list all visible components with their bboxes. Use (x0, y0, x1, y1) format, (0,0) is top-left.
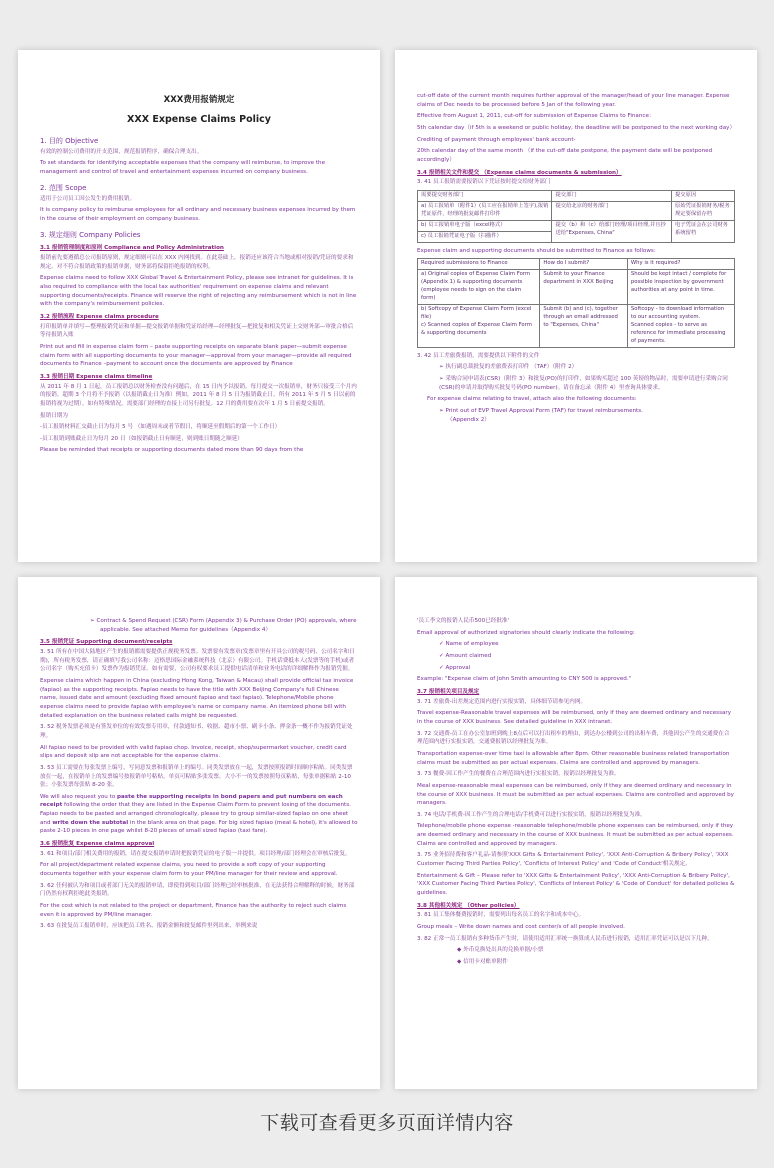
subheading-3-7: 3.7 报销相关项目及规定 (417, 688, 480, 695)
para-3-72-en: Transportation expense-over time taxi is allowable after 8pm. Other reasonable business related transportation claims must be submitted as per actual expenses. Claims are controlled and approved by managers. (417, 750, 730, 766)
bullet-taf: ➢ 执行副总裁批复的差旅费表打印件 （TAF）（附件 2） (439, 364, 578, 371)
table-row (418, 220, 735, 231)
para-3-53-cn: 3. 53 员工需要在每张发票上编号，写同意发票和报销单上的编号。同类发票放在一起，发票按照报销时间顺序粘贴。同类发票放在一起，在报销单上的发票编号按报销单号粘贴，单页可粘贴多张发票。大小不一的发票按照每页粘贴，每张单据粘贴 2-10 张；小张发票每张贴 8-20 张。 (40, 764, 353, 789)
p4-top-cn: '员工李文的报销人民币500已经批准' (417, 618, 510, 624)
p2-intro-l3: 5th calendar day（if 5th is a weekend or public holiday, the deadline will be postponed to the next working day） (417, 124, 736, 131)
p4-top-en: Email approval of authorized signatories should clearly indicate the following: (417, 629, 635, 636)
p2-intro-l5: 20th calendar day of the same month （if the cut-off date postpone, the payment date will be postponed accordingly） (417, 148, 713, 163)
objective-cn: 有效的控制公司费用的开支范围，规范报销程序，确保合理支出。 (40, 148, 203, 155)
para-3-51-cn: 3. 51 所有在中国大陆地区产生的报销都需要提供正规税务发票。发票要有发票章(发票章里有开具公司的税号码、公司名字和日期)，所有税务发票，请正确填写我公司名称：迈格思国际金融系统科技（北京）有限公司。手机话费抵本人(发票等的手机)或者公司名字（购买充值卡）发票作为报销凭证。如有需要，公司有权要求员工提供电话清单和业务电话的详细解释作为报销凭据。 (40, 648, 355, 673)
para-3-62-en: For the cost which is not related to the project or department, Finance has the authority to reject such claims even it is approved by PM/line manager. (40, 903, 347, 918)
para-3-75-en: Entertainment & Gift – Please refer to 'XXX Gifts & Entertainment Policy', 'XXX Anti-Corruption & Bribery Policy', 'XXX Customer Facing Third Parties Policy', 'Conflicts of Interest Policy' & 'Code of Conduct' for detailed policies & guidelines. (417, 872, 735, 897)
text-run: in the blank area on that page. For big sized fapiao (meal & hotel), it's allowed to paste 2-10 pieces in one page whilst 8-20 pieces of small sized fapiao (taxi fare). (40, 819, 358, 835)
document-page-1 (18, 50, 380, 562)
list-item (439, 652, 735, 661)
list-item (457, 958, 735, 967)
table-cell: c) 员工报销凭证电子版（扫描件） (418, 231, 552, 242)
document-page-2 (395, 50, 757, 562)
table-cell: 提交（b）和（c）给部门经理/项目经理,并且抄送给"Expenses, China" (552, 220, 672, 242)
check-list (417, 640, 735, 672)
table-cell: 原始凭证报销财务/税务规定要保留存档 (671, 201, 734, 220)
download-more-caption: 下载可查看更多页面详情内容 (260, 1112, 514, 1134)
objective-en: To set standards for identifying acceptable expenses that the company will reimburse, to improve the management and control of travel and entertainment expenses incurred on company business. (40, 160, 326, 176)
table-cell: b) Softcopy of Expense Claim Form (excel file) c) Scanned copies of Expense Claim Form & supporting documents (418, 304, 540, 347)
submission-table-en (417, 258, 735, 347)
para-3-1-cn: 报销前先要遵循总公司报销原则，规定细则可以在 XXX 内网找到。在此基础上，报销还应该符合当地或相对报销/凭证的要求和规定。对不符合报销政策的报销单据，财务部将保留拒绝报销的权利。 (40, 255, 354, 270)
table-cell: b) 员工报销单电子版（excel格式） (418, 220, 552, 231)
section-heading-scope: 2. 范围 Scope (40, 183, 87, 192)
list-item-text: 信用卡对账单附件 (463, 959, 508, 965)
list-item-text: Name of employee (445, 641, 499, 648)
p2-intro: cut-off date of the current month requires further approval of the manager/head of your line manager. Expense claims of Dec needs to be processed before 5 Jan of the following year. (417, 93, 730, 108)
scope-en: It is company policy to reimburse employees for all ordinary and necessary business expenses incurred by them in the course of their employment on company business. (40, 207, 356, 222)
bullet-evp: ➢ Print out of EVP Travel Approval Form (TAF) for travel reimbursements. （Appendix 2） (439, 407, 643, 423)
list-item-text: Amount claimed (445, 652, 492, 659)
text-run-bold: paste the supporting receipts in bond papers and put numbers on each receipt (40, 793, 343, 809)
para-3-2-cn: 打印报销单并填写—整理报销凭证和单据—提交报销单据和凭证给经理—经理批复—把批复和相关凭证上交财务部—审批合格后等待报销入账 (40, 323, 354, 339)
table-cell: Softcopy - to download information to our accounting system. Scanned copies - to serve as reference for immediate processing of payments. (627, 304, 734, 347)
para-3-73-en: Meal expense-reasonable meal expenses can be reimbursed, only if they are deemed ordinary and necessary in the course of XXX business. It must be submitted as per actual expenses. Claims are controlled and approved by managers. (417, 782, 734, 807)
para-3-74-cn: 3. 74 电话/手机费-因工作产生的合理电话/手机费可以进行实报实销，报销以经理批复为准。 (417, 811, 646, 818)
para-3-52-en: All fapiao need to be provided with valid fapiao chop. Invoice, receipt, shop/supermarket voucher, credit card slips and deposit slip are not acceptable for the expense claims. (40, 744, 347, 760)
table-cell: Submit (b) and (c), together through an email addressed to "Expenses, China" (540, 304, 628, 347)
para-3-41: 3. 41 员工报销需要报销以下凭证按时提交给财务部门 (417, 179, 551, 186)
subheading-3-2: 3.2 报销流程 Expense claims procedure (40, 313, 159, 320)
table-header: 提交部门 (552, 190, 672, 201)
table-header: Required submissions to Finance (418, 259, 540, 270)
diamond-icon: ◆ (457, 959, 462, 965)
table-cell: a) 员工报销单（附件1）(员工应在报销单上签字),报销凭证原件，经理的批复邮件打印件 (418, 201, 552, 220)
table-cell: a) Original copies of Expense Claim Form (Appendix 1) & supporting documents (employee needs to sign on the claim form) (418, 270, 540, 305)
bullet-text: Print out of EVP Travel Approval Form (TAF) for travel reimbursements. (445, 407, 643, 414)
list-item-text: Approval (445, 664, 471, 671)
para-3-63-cn: 3. 63 在批复员工报销单时，应该把员工姓名、报销金额和批复邮件里列出来，举例来说 (40, 923, 258, 930)
diamond-icon: ◆ (457, 947, 462, 954)
table-caption-en: Expense claim and supporting documents should be submitted to Finance as follows: (417, 247, 656, 254)
section-heading-policies: 3. 规定细则 Company Policies (40, 230, 141, 239)
para-3-75-cn: 3. 75 业务招待费和客户礼品-请参照'XXX Gifts & Entertainment Policy', 'XXX Anti-Corruption & Bribery Policy', 'XXX Customer Facing Third Parties Policy', 'Conflicts of Interest Policy' and 'Code of Conduct'相关规定。 (417, 852, 729, 868)
subheading-3-4: 3.4 报销相关文件和提交 （Expense claims documents & submission） (417, 169, 622, 176)
text-run: following the order that they are listed in the Expense Claim Form to prevent losing of the documents. Fapiao needs to be pasted and arranged chronologically, please try to group similar-sized fapiao on one sheet and (40, 802, 351, 826)
para-3-52-cn: 3. 52 税务发票必须是有签发单位的有效发票专用章，付款通知书、收据、超市小票、刷卡小条、押金条一概不作为报销凭证处理。 (40, 724, 353, 739)
table-header: 需要提交财务部门 (418, 190, 552, 201)
submission-table-cn (417, 190, 735, 243)
check-icon: ✓ (439, 652, 444, 659)
subheading-3-1: 3.1 报销管理制度和原则 Compliance and Policy Administration (40, 245, 224, 252)
para-3-61-cn: 3. 61 和项目/部门相关费用的报销，请在提交报销申请时把报销凭证的电子版一并提供。项目经理/部门经理会在审核后批复。 (40, 850, 351, 857)
subheading-3-8: 3.8 其他相关规定 （Other policies） (417, 902, 520, 909)
subheading-3-3: 3.3 报销日期 Expense claims timeline (40, 373, 153, 380)
diamond-list (417, 946, 735, 966)
list-item (457, 946, 735, 955)
bullet-text: 采购合同申请表(CSR)（附件 3）和批复(PO)的打印件，如果购买超过 100 英镑的物品时，需要申请进行采购合同(CSR)的申请并取得购买批复号码(PO number)。请在备忘录（附件 4）里查询具体要求。 (439, 375, 728, 391)
document-page-3 (18, 577, 380, 1089)
para-3-72-cn: 3. 72 交通费-员工在办公室加班到晚上8点后可以打出租车的理由，到达办公楼到公司的出租车费，其他因公产生的交通费在合理范围内进行实报实销，交通费报销以经理批复为准。 (417, 730, 730, 746)
bullet-csr-po: ➢ Contract & Spend Request (CSR) Form (Appendix 3) & Purchase Order (PO) approvals, where applicable. See attached Memo for guidelines（Appendix 4） (90, 618, 357, 633)
para-3-3-line1: -员工报销材料汇交截止日为每月 5 号 （如遇周末或者节假日，将顺延至假期后的第一个工作日） (40, 424, 281, 431)
para-3-42-en: For expense claims relating to travel, attach also the following documents: (427, 396, 637, 403)
para-3-51-en: Expense claims which happen in China (excluding Hong Kong, Taiwan & Macau) shall provide official tax invoice (fapiao) as the supporting receipts. Fapiao needs to have the title with XXX Beijing Company's full Chinese name, issued date and amount (excluding fixed amount fapiao and taxi fapiao). Telephone/Mobile phone expense claims need to provide fapiao with employee's name or company name. An itemized phone bill with detailed explanation on the business related calls might be requested. (40, 677, 354, 719)
example-line: Example: "Expense claim of John Smith amounting to CNY 500 is approved." (417, 676, 632, 683)
table-row (418, 304, 735, 347)
table-cell: 提交给北京的财务部门 (552, 201, 672, 220)
p2-intro-l2: Effective from August 1, 2011, cut-off for submission of Expense Claims to Finance： (417, 113, 655, 120)
table-header: How do I submit? (540, 259, 628, 270)
bullet-csr: ➢ 采购合同申请表(CSR)（附件 3）和批复(PO)的打印件，如果购买超过 100 英镑的物品时，需要申请进行采购合同(CSR)的申请并取得购买批复号码(PO number)。请在备忘录（附件 4）里查询具体要求。 (439, 375, 728, 391)
para-3-3-date: 报销日期为 (40, 412, 68, 419)
check-icon: ✓ (439, 641, 444, 648)
para-3-61-en: For all project/department related expense claims, you need to provide a soft copy of your supporting documents together with your expense claim form to your PM/line manager for their review and approval. (40, 862, 338, 878)
table-cell: Submit to your Finance department in XXX Beijing (540, 270, 628, 305)
title-cn: XXX费用报销规定 (163, 95, 235, 105)
title-en: XXX Expense Claims Policy (127, 114, 271, 126)
text-run-bold: write down the subtotal (52, 819, 129, 826)
para-3-2-en: Print out and fill in expense claim form – paste supporting receipts on separate blank paper—submit expense claim form with all supporting documents to your manager—approval from your manager—provide all required documents to Finance –payment to account once the documents are approved by Finance (40, 343, 352, 368)
text-run: We will also request you to (40, 793, 118, 800)
section-heading-objective: 1. 目的 Objective (40, 136, 99, 145)
para-3-73-cn: 3. 73 餐费-因工作产生的餐费在合理范围内进行实报实销，报销以经理批复为准。 (417, 771, 620, 778)
scope-cn: 适用于公司员工因公发生的费用报销。 (40, 195, 136, 202)
para-3-62-cn: 3. 62 任何被认为和项目或者部门无关的报销申请，即使得到项目/部门经理已经审核批准，在无法获得合理解释的时候，财务部门仍然有权利拒绝此类报销。 (40, 882, 355, 898)
para-3-82-cn: 3. 82 正常一员工报销有多种货币产生时，请使用适用汇率统一换算成人民币进行报销，适用汇率凭证可以是以下几种。 (417, 935, 713, 942)
list-item-text: 外币兑换处出具的兑换单据/小票 (463, 947, 544, 954)
table-header: 提交原因 (671, 190, 734, 201)
subheading-3-6: 3.6 报销批复 Expense claims approval (40, 841, 155, 848)
para-3-71-en: Travel expense-Reasonable travel expenses will be reimbursed, only if they are deemed ordinary and necessary in the course of XXX business. See detailed guideline in XXX intranet. (417, 710, 732, 725)
p2-intro-l4: Crediting of payment through employees' bank account- (417, 136, 576, 143)
para-3-42: 3. 42 员工差旅费报销，需要提供以下附件的文件 (417, 352, 540, 359)
table-cell: Should be kept intact / complete for possible inspection by government authorities at any point in time. (627, 270, 734, 305)
table-row (418, 270, 735, 305)
table-row (418, 201, 735, 220)
bullet-text: （Appendix 2） (447, 416, 490, 423)
document-page-4 (395, 577, 757, 1089)
para-3-1-en: Expense claims need to follow XXX Global Travel & Entertainment Policy, please see intranet for guidelines. It is also required to compliance with the local tax authorities' requirement on expense claims and relevant supporting documents/receipts. Finance will reserve the right of rejecting any reimbursement which is not in line with the company's reimbursement policies. (40, 275, 357, 308)
bullet-text: Contract & Spend Request (CSR) Form (Appendix 3) & Purchase Order (PO) approvals, where applicable. See attached Memo for guidelines（Appendix 4） (96, 618, 357, 633)
subheading-3-5: 3.5 报销凭证 Supporting document/receipts (40, 639, 173, 646)
para-3-3-en: Please be reminded that receipts or supporting documents dated more than 90 days from the (40, 447, 304, 454)
para-3-81-cn: 3. 81 员工集体餐费报销时，需要列出每名员工的名字和成本中心。 (417, 912, 585, 919)
para-3-3-cn: 从 2011 年 8 月 1 日起，员工报销总以财务检查没有问题后，在 15 日内予以报销。每月提交一次报销单，财务只接受三个月内的报销。超期 3 个月将不予报销（以报销截止日为准）例如，2011 年 8 月 5 日为报销截止日，所有 2011 年 5 月 5 日以前的报销将视为过期）。如有特殊情况，需要部门经理的直接上司另行批复。12 月的费用要在次年 1 月 5 日前提交报销。 (40, 383, 357, 407)
table-cell: 电子凭证会在公司财务系统留档 (671, 220, 734, 242)
list-item (439, 640, 735, 649)
para-3-3-line2: -员工报销到账截止日为每月 20 日（如报销截止日有顺延，则到账日期随之顺延） (40, 435, 243, 442)
bullet-text: 执行副总裁批复的差旅费表打印件 （TAF）（附件 2） (445, 364, 578, 371)
check-icon: ✓ (439, 664, 444, 671)
list-item (439, 664, 735, 673)
para-3-71-cn: 3. 71 差旅费-出差规定范围内进行实报实销，具体细节请参见内网。 (417, 698, 587, 705)
para-3-81-en: Group meals – Write down names and cost center/s of all people involved. (417, 924, 625, 931)
table-header: Why is it required? (627, 259, 734, 270)
para-3-74-en: Telephone/mobile phone expense -reasonable telephone/mobile phone expenses can be reimbursed, only if they are deemed ordinary and necessary in the course of XXX business. It must be submitted as per actual expenses. Claims are controlled and approved by managers. (417, 823, 734, 847)
para-3-53-en (40, 793, 358, 836)
